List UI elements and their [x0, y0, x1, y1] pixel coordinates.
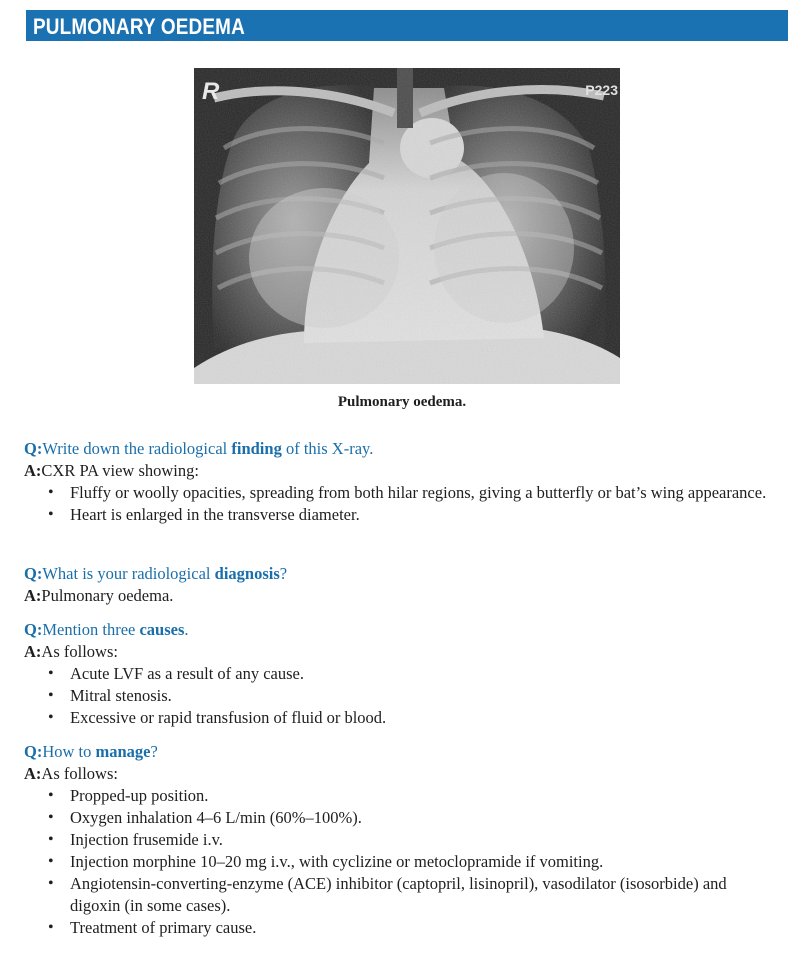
- question: Q:Mention three causes.: [24, 620, 189, 639]
- qa-block-finding: [24, 438, 786, 526]
- list-item: • Injection frusemide i.v.: [70, 829, 796, 851]
- section-header: [26, 10, 788, 41]
- qa-block-diagnosis: [24, 563, 287, 607]
- list-item: • Heart is enlarged in the transverse diameter.: [70, 504, 786, 526]
- list-item: • Acute LVF as a result of any cause.: [70, 663, 402, 685]
- list-item: • Fluffy or woolly opacities, spreading from both hilar regions, giving a butterfly or bat’s wing appearance.: [70, 482, 786, 504]
- xray-marker-r: R: [202, 78, 220, 105]
- figure-caption: Pulmonary oedema.: [337, 394, 467, 410]
- list-item: • Angiotensin-converting-enzyme (ACE) inhibitor (captopril, lisinopril), vasodilator (isosorbide) and digoxin (in some cases).: [70, 873, 796, 917]
- xray-marker-p223: P223: [585, 82, 618, 98]
- list-item: • Excessive or rapid transfusion of fluid or blood.: [70, 707, 402, 729]
- answer-bullets: [24, 663, 402, 729]
- section-title: PULMONARY OEDEMA: [33, 14, 245, 39]
- list-item: • Treatment of primary cause.: [70, 917, 796, 939]
- list-item: • Oxygen inhalation 4–6 L/min (60%–100%).: [70, 807, 796, 829]
- chest-xray-image: [194, 68, 620, 384]
- answer: A:CXR PA view showing:: [24, 461, 199, 480]
- qa-block-manage: [24, 741, 796, 939]
- question: Q:What is your radiological diagnosis?: [24, 564, 288, 583]
- question: Q:Write down the radiological finding of this X-ray.: [24, 439, 374, 458]
- answer: A:As follows:: [24, 642, 118, 661]
- question: Q:How to manage?: [24, 742, 158, 761]
- list-item: • Propped-up position.: [70, 785, 796, 807]
- answer-bullets: [24, 785, 796, 939]
- answer-bullets: [24, 482, 786, 526]
- list-item: • Mitral stenosis.: [70, 685, 402, 707]
- xray-graphic: [194, 68, 620, 384]
- answer: A:Pulmonary oedema.: [24, 586, 174, 605]
- answer: A:As follows:: [24, 764, 118, 783]
- qa-block-causes: [24, 619, 402, 729]
- list-item: • Injection morphine 10–20 mg i.v., with cyclizine or metoclopramide if vomiting.: [70, 851, 796, 873]
